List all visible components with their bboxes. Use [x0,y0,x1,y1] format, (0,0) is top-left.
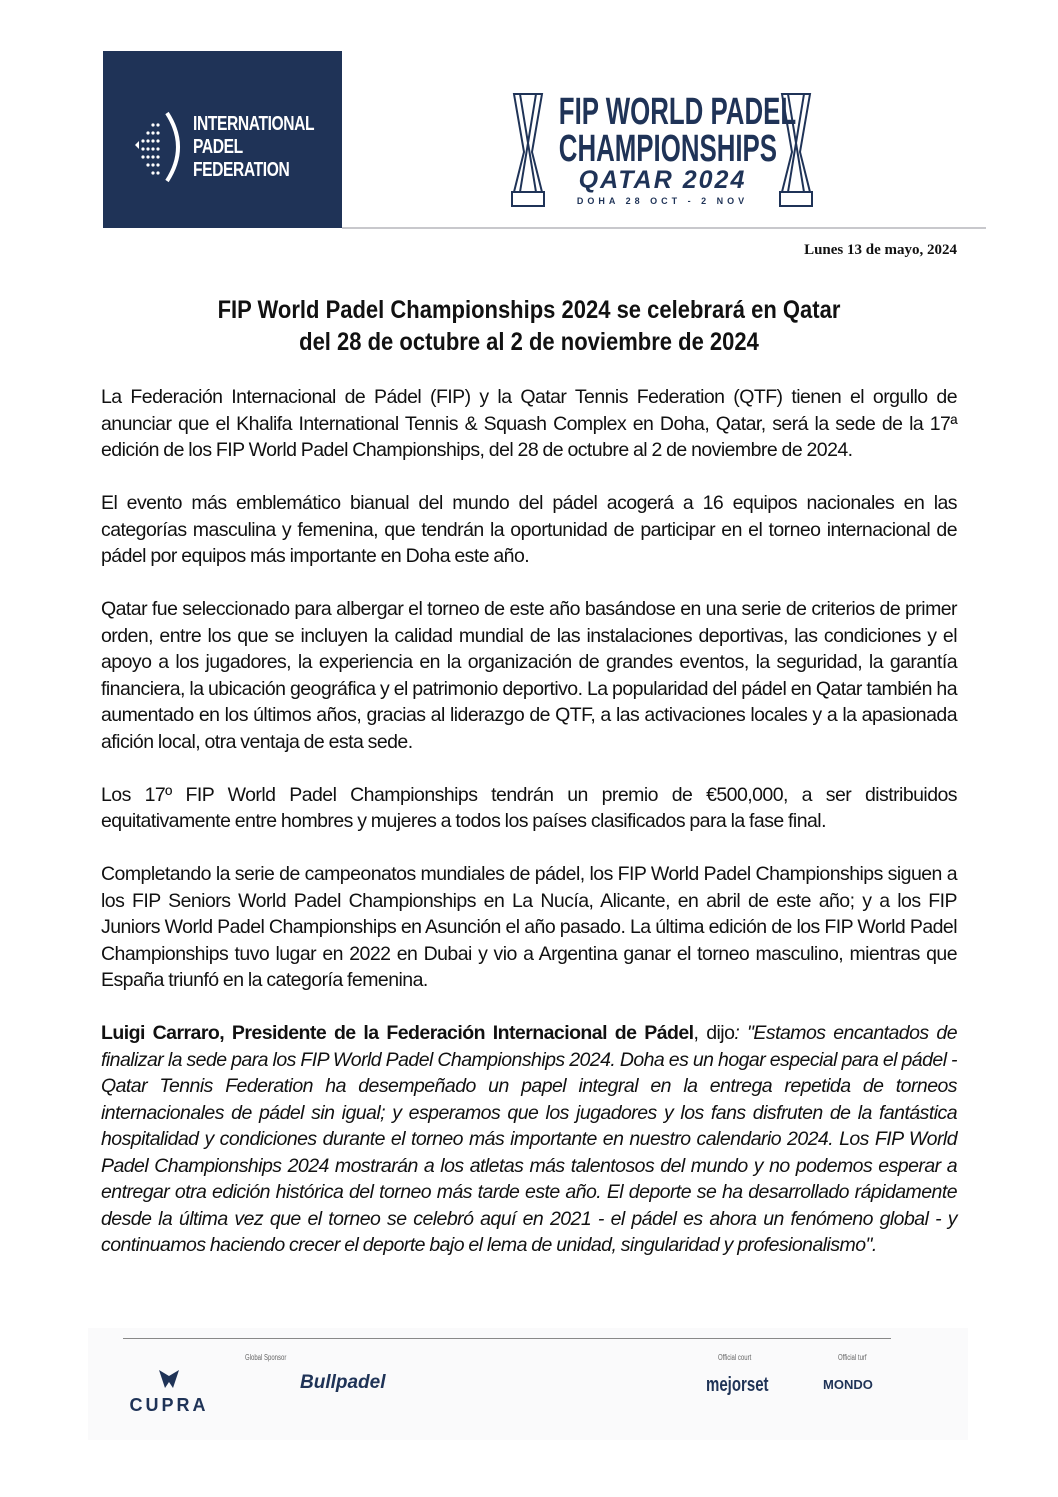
paragraph: El evento más emblemático bianual del mundo del pádel acogerá a 16 equipos nacionales en las categorías masculina y femenina, que tendrán la oportunidad de participar en el torneo internacional de pádel por equipos más importante en Doha este año. [101,492,957,567]
ipf-wordmark [193,113,314,182]
official-turf-label: Official turf [838,1353,867,1362]
cupra-emblem-icon [157,1368,181,1390]
ipf-line: INTERNATIONAL [193,113,315,135]
quote-paragraph [101,1020,957,1259]
event-logo-dates: DOHA 28 OCT - 2 NOV [576,196,749,206]
paragraph: Completando la serie de campeonatos mundiales de pádel, los FIP World Padel Championships siguen a los FIP Seniors World Padel Championships en La Nucía, Alicante, en abril de este año; y a los FIP Juniors World Padel Championships en Asunción el año pasado. La última edición de los FIP World Padel Championships tuvo lugar en 2022 en Dubai y vio a Argentina ganar el torneo masculino, mientras que España triunfó en la categoría femenina. [101,863,957,991]
paragraph: Qatar fue seleccionado para albergar el torneo de este año basándose en una serie de criterios de primer orden, entre los que se incluyen la calidad mundial de las instalaciones deportivas, las condiciones y el apoyo a los jugadores, la experiencia en la organización de grandes eventos, la seguridad, la garantía financiera, la ubicación geográfica y el patrimonio deportivo. La popularidad del pádel en Qatar también ha aumentado en los últimos años, gracias al liderazgo de QTF, a las activaciones locales y a la apasionada afición local, otra ventaja de esta sede. [101,598,957,753]
mondo-logo: MONDO [823,1377,873,1392]
quote-text: : "Estamos encantados de finalizar la sede para los FIP World Padel Championships 2024. Doha es un hogar especial para el pádel - Qatar Tennis Federation ha desempeñado un papel integral en la entrega repetida de torneos internacionales de pádel sin igual; y esperamos que los jugadores y los fans disfruten de la fantástica hospitalidad y condiciones durante el torneo más importante en nuestro calendario 2024. Los FIP World Padel Championships 2024 mostrarán a los atletas más talentosos del mundo y no podemos esperar a entregar otra edición histórica del torneo más tarde este año. El deporte se ha desarrollado rápidamente desde la última vez que el torneo se celebró aquí en 2021 - el pádel es ahora un fenómeno global - y continuamos haciendo crecer el deporte bajo el lema de unidad, singularidad y profesionalismo". [101,1022,957,1256]
headline-line: del 28 de octubre al 2 de noviembre de 2024 [299,328,759,356]
official-court-label: Official court [718,1353,752,1362]
body-text [101,384,957,1285]
ipf-line: FEDERATION [193,159,290,181]
paragraph: Los 17º FIP World Padel Championships tendrán un premio de €500,000, a ser distribuidos equitativamente entre hombres y mujeres a todos los países clasificados para la fase final. [101,783,957,832]
bullpadel-logo: Bullpadel [300,1372,386,1393]
event-logo-qatar: QATAR 2024 [578,166,747,194]
event-logo-title [558,91,797,170]
cupra-wordmark: CUPRA [129,1395,209,1415]
event-logo [510,92,815,212]
mejorset-logo: mejorset [706,1374,769,1396]
quote-speaker: Luigi Carraro, Presidente de la Federación Internacional de Pádel [101,1022,694,1044]
headline [63,294,994,358]
quote-said: , dijo [693,1022,735,1044]
event-logo-line: FIP WORLD PADEL [558,91,797,133]
headline-line: FIP World Padel Championships 2024 se celebrará en Qatar [217,296,841,324]
cupra-logo [123,1368,215,1416]
header-divider [342,227,986,229]
release-date: Lunes 13 de mayo, 2024 [804,242,957,258]
global-sponsor-label: Global Sponsor [245,1353,287,1362]
footer-divider [123,1338,891,1339]
event-logo-line: CHAMPIONSHIPS [558,128,778,170]
paragraph: La Federación Internacional de Pádel (FIP) y la Qatar Tennis Federation (QTF) tienen el orgullo de anunciar que el Khalifa International Tennis & Squash Complex en Doha, Qatar, será la sede de la 17ª edición de los FIP World Padel Championships, del 28 de octubre al 2 de noviembre de 2024. [101,386,957,461]
padel-racket-icon [131,111,191,183]
ipf-line: PADEL [193,136,243,158]
sponsor-footer [88,1328,968,1440]
ipf-logo [103,51,342,228]
